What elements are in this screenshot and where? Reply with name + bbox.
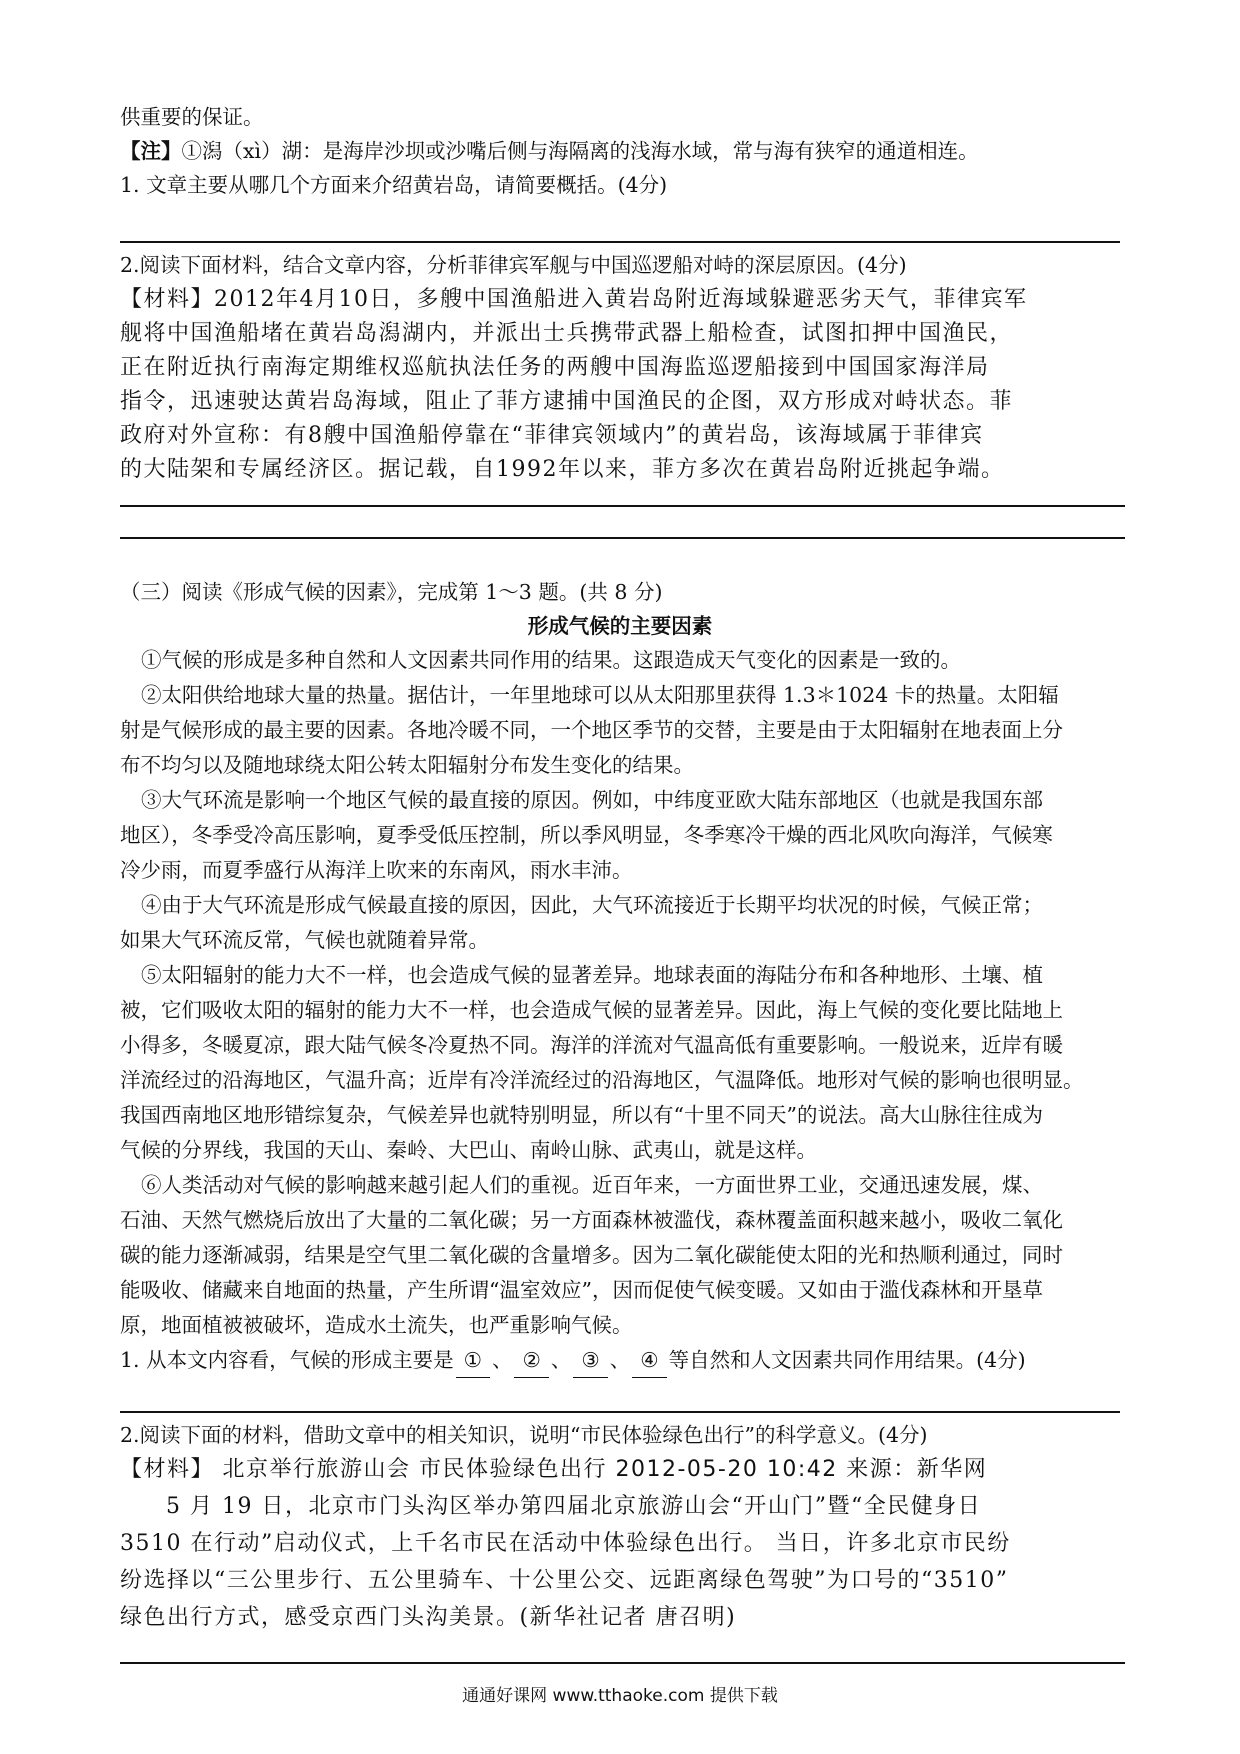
material-line: 舰将中国渔船堵在黄岩岛潟湖内，并派出士兵携带武器上船检查，试图扣押中国渔民， (120, 321, 1014, 346)
question-1: 1. 文章主要从哪几个方面来介绍黄岩岛，请简要概括。(4分) (120, 173, 668, 197)
section-intro: （三）阅读《形成气候的因素》，完成第 1～3 题。(共 8 分) (120, 580, 663, 604)
footnote-text: ①潟（xì）湖：是海岸沙坝或沙嘴后侧与海隔离的浅海水域，常与海有狭窄的通道相连。 (181, 139, 979, 163)
question-prefix: 1. 从本文内容看，气候的形成主要是 (120, 1348, 454, 1372)
answer-line (120, 1662, 1125, 1664)
blank-3[interactable]: ③ (573, 1343, 607, 1378)
paragraph-line: 小得多，冬暖夏凉，跟大陆气候冬冷夏热不同。海洋的洋流对气温高低有重要影响。一般说来，近岸有暖 (120, 1033, 1063, 1057)
paragraph-line: 能吸收、储藏来自地面的热量，产生所谓“温室效应”，因而促使气候变暖。又如由于滥伐森林和开垦草 (120, 1278, 1043, 1302)
paragraph-line: 布不均匀以及随地球绕太阳公转太阳辐射分布发生变化的结果。 (120, 753, 694, 777)
footnote (120, 134, 979, 168)
material-line: 正在附近执行南海定期维权巡航执法任务的两艘中国海监巡逻船接到中国国家海洋局 (120, 355, 990, 380)
blank-2[interactable]: ② (514, 1343, 548, 1378)
paragraph-line: ②太阳供给地球大量的热量。据估计，一年里地球可以从太阳那里获得 1.3＊1024 卡的热量。太阳辐 (141, 683, 1059, 707)
paragraph-line: 射是气候形成的最主要的因素。各地冷暖不同，一个地区季节的交替，主要是由于太阳辐射在地表面上分 (120, 718, 1063, 742)
news-line: 5 月 19 日，北京市门头沟区举办第四届北京旅游山会“开山门”暨“全民健身日 (166, 1494, 982, 1519)
material-line: 的大陆架和专属经济区。据记载，自1992年以来，菲方多次在黄岩岛附近挑起争端。 (120, 457, 1005, 482)
answer-line (120, 1411, 1120, 1413)
footer-credit: 通通好课网 www.tthaoke.com 提供下载 (462, 1686, 778, 1706)
material-line: 指令，迅速驶达黄岩岛海域，阻止了菲方逮捕中国渔民的企图，双方形成对峙状态。菲 (120, 389, 1014, 414)
paragraph-line: 洋流经过的沿海地区，气温升高；近岸有冷洋流经过的沿海地区，气温降低。地形对气候的影响也很明显。 (120, 1068, 1084, 1092)
separator: 、 (550, 1348, 572, 1372)
blank-1[interactable]: ① (456, 1343, 490, 1378)
answer-line (120, 241, 1120, 243)
question-2: 2.阅读下面材料，结合文章内容，分析菲律宾军舰与中国巡逻船对峙的深层原因。(4分) (120, 253, 907, 277)
paragraph-line: 碳的能力逐渐减弱，结果是空气里二氧化碳的含量增多。因为二氧化碳能使太阳的光和热顺利通过，同时 (120, 1243, 1063, 1267)
paragraph-line: 原，地面植被被破坏，造成水土流失，也严重影响气候。 (120, 1313, 633, 1337)
material-line: 政府对外宣称：有8艘中国渔船停靠在“菲律宾领域内”的黄岩岛，该海域属于菲律宾 (120, 423, 984, 448)
paragraph-line: 石油、天然气燃烧后放出了大量的二氧化碳；另一方面森林被滥伐，森林覆盖面积越来越小，吸收二氧化 (120, 1208, 1063, 1232)
paragraph-line: ③大气环流是影响一个地区气候的最直接的原因。例如，中纬度亚欧大陆东部地区（也就是我国东部 (141, 788, 1043, 812)
news-line: 3510 在行动”启动仪式，上千名市民在活动中体验绿色出行。 当日，许多北京市民纷 (120, 1531, 1011, 1556)
paragraph-line: ⑤太阳辐射的能力大不一样，也会造成气候的显著差异。地球表面的海陆分布和各种地形、土壤、植 (141, 963, 1043, 987)
separator: 、 (491, 1348, 513, 1372)
paragraph-line: 我国西南地区地形错综复杂，气候差异也就特别明显，所以有“十里不同天”的说法。高大山脉往往成为 (120, 1103, 1043, 1127)
blank-4[interactable]: ④ (632, 1343, 666, 1378)
answer-line (120, 505, 1125, 507)
article-title: 形成气候的主要因素 (527, 614, 713, 638)
paragraph-line: 被，它们吸收太阳的辐射的能力大不一样，也会造成气候的显著差异。因此，海上气候的变化要比陆地上 (120, 998, 1063, 1022)
separator: 、 (609, 1348, 631, 1372)
question-suffix: 等自然和人文因素共同作用结果。(4分) (668, 1348, 1026, 1372)
news-headline: 【材料】 北京举行旅游山会 市民体验绿色出行 2012-05-20 10:42 来源：新华网 (120, 1457, 988, 1482)
carryover-line: 供重要的保证。 (120, 105, 264, 129)
question-2-climate: 2.阅读下面的材料，借助文章中的相关知识，说明“市民体验绿色出行”的科学意义。(4分) (120, 1423, 928, 1447)
news-line: 绿色出行方式，感受京西门头沟美景。(新华社记者 唐召明) (120, 1605, 737, 1630)
news-line: 纷选择以“三公里步行、五公里骑车、十公里公交、远距离绿色驾驶”为口号的“3510” (120, 1568, 1009, 1593)
paragraph-line: 如果大气环流反常，气候也就随着异常。 (120, 928, 489, 952)
fill-in-question (120, 1343, 1026, 1378)
answer-line (120, 537, 1125, 539)
material-line: 【材料】2012年4月10日，多艘中国渔船进入黄岩岛附近海域躲避恶劣天气，菲律宾军 (120, 287, 1028, 312)
paragraph-line: 地区），冬季受冷高压影响，夏季受低压控制，所以季风明显，冬季寒冷干燥的西北风吹向海洋，气候寒 (120, 823, 1053, 847)
paragraph-line: ①气候的形成是多种自然和人文因素共同作用的结果。这跟造成天气变化的因素是一致的。 (141, 648, 961, 672)
paragraph-line: 气候的分界线，我国的天山、秦岭、大巴山、南岭山脉、武夷山，就是这样。 (120, 1138, 817, 1162)
paragraph-line: ④由于大气环流是形成气候最直接的原因，因此，大气环流接近于长期平均状况的时候，气候正常； (141, 893, 1043, 917)
paragraph-line: 冷少雨，而夏季盛行从海洋上吹来的东南风，雨水丰沛。 (120, 858, 633, 882)
paragraph-line: ⑥人类活动对气候的影响越来越引起人们的重视。近百年来，一方面世界工业，交通迅速发展，煤、 (141, 1173, 1043, 1197)
footnote-tag: 【注】 (120, 139, 182, 163)
